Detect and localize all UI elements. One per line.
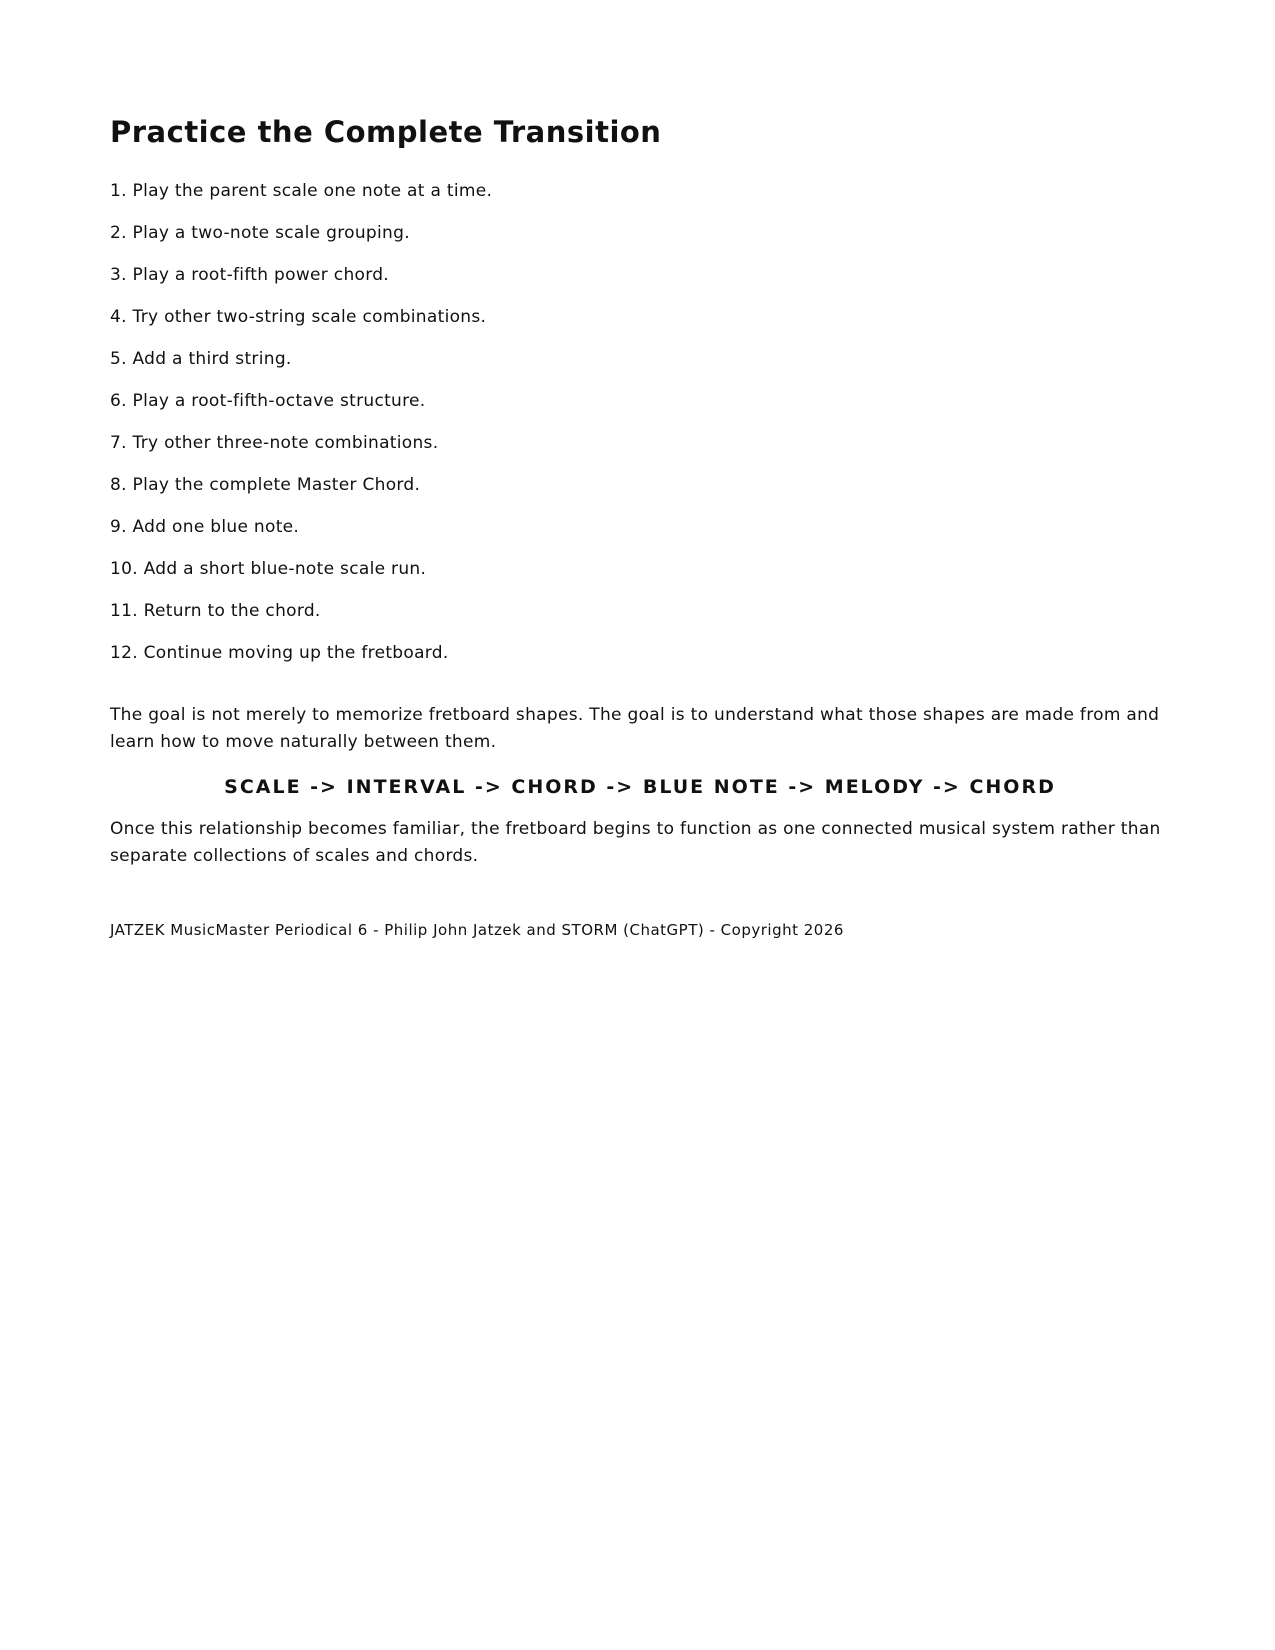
step-item-7: 7. Try other three-note combinations. (110, 433, 439, 453)
step-item-11: 11. Return to the chord. (110, 601, 321, 621)
closing-paragraph: Once this relationship becomes familiar, the fretboard begins to function as one connected musical system rather than separate collections of scales and chords. (110, 819, 1161, 866)
step-item-1: 1. Play the parent scale one note at a time. (110, 181, 493, 201)
concept-flow-line: SCALE -> INTERVAL -> CHORD -> BLUE NOTE -> MELODY -> CHORD (224, 776, 1056, 798)
step-item-2: 2. Play a two-note scale grouping. (110, 223, 410, 243)
footer-credit: JATZEK MusicMaster Periodical 6 - Philip John Jatzek and STORM (ChatGPT) - Copyright 2026 (110, 921, 844, 939)
step-item-3: 3. Play a root-fifth power chord. (110, 265, 390, 285)
step-item-8: 8. Play the complete Master Chord. (110, 475, 421, 495)
step-item-9: 9. Add one blue note. (110, 517, 300, 537)
step-item-4: 4. Try other two-string scale combinations. (110, 307, 487, 327)
goal-paragraph: The goal is not merely to memorize fretboard shapes. The goal is to understand what those shapes are made from and learn how to move naturally between them. (110, 705, 1160, 752)
step-item-12: 12. Continue moving up the fretboard. (110, 643, 449, 663)
step-item-6: 6. Play a root-fifth-octave structure. (110, 391, 426, 411)
step-item-10: 10. Add a short blue-note scale run. (110, 559, 427, 579)
page-title: Practice the Complete Transition (110, 115, 662, 149)
step-item-5: 5. Add a third string. (110, 349, 292, 369)
document-page (110, 108, 1170, 942)
practice-steps-list (110, 170, 1170, 674)
